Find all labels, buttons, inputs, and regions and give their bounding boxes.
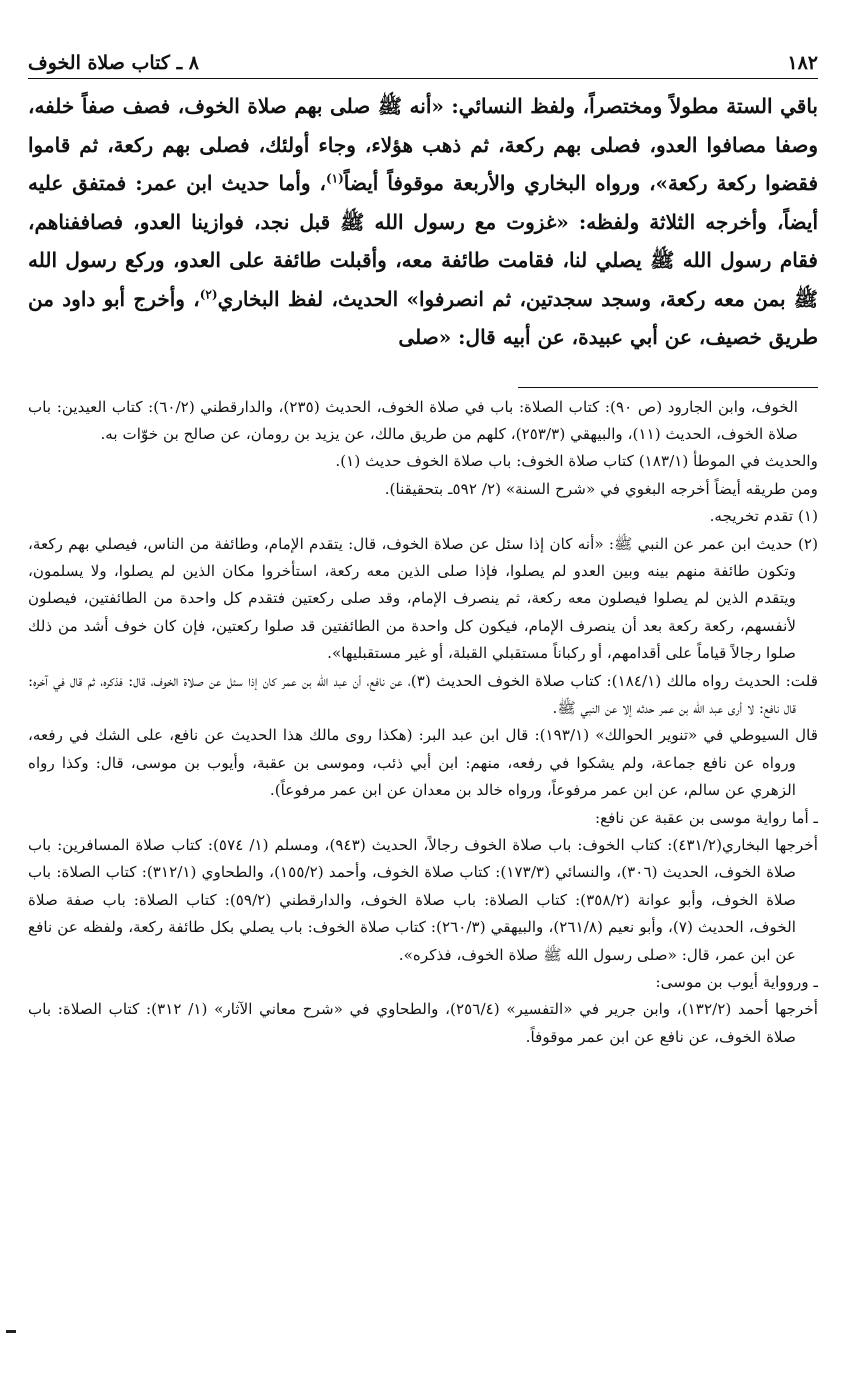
footnote-carry: الخوف، وابن الجارود (ص ٩٠): كتاب الصلاة: باب في صلاة الخوف، الحديث (٢٣٥)، والدارقطني (٦٠/٢): كتاب العيدين: باب صلاة الخوف، الحديث (١١)، والبيهقي (٢٥٣/٣)، كلهم من طريق مالك، عن يزيد بن رومان، عن صالح بن خوّات به.	[28, 397, 798, 443]
main-text	[28, 87, 818, 357]
main-line: ، وأما حديث	[221, 171, 326, 195]
footnote-2: (٢) حديث ابن عمر عن النبي ﷺ: «أنه كان إذا سئل عن صلاة الخوف، قال: يتقدم الإمام، وطائفة من الناس، فيصلي بهم ركعة، وتكون طائفة منهم بينه وبين العدو لم يصلوا، فإذا صلى الذين معه ركعة، استأخروا مكان الذين لم يصلوا، ولا يسلمون، ويتقدم الذين لم يصلوا فيصلون معه ركعة، ثم ينصرف الإمام، وقد صلى ركعتين فتقدم كل واحدة من الطائفتين، فيصلون لأنفسهم، ركعة ركعة بعد أن ينصرف الإمام، فيكون كل واحدة من الطائفتين قد صلوا ركعتين، فإن كان خوف أشد من ذلك صلوا رجالاً قياماً على أقدامهم، أو ركباناً مستقبلي القبلة، أو غير مستقبليها».	[28, 534, 818, 663]
main-line: لفظ البخاري	[217, 286, 324, 311]
footnote-paragraph: قلت: الحديث رواه مالك (١٨٤/١): كتاب صلاة الخوف الحديث (٣)، عن نافع، أن عبد الله بن عمر كان إذا سئل عن صلاة الخوف، قال: فذكره، ثم قال في آخره: قال نافع: لا أرى عبد الله بن عمر حدثه إلا عن النبي ﷺ.	[28, 671, 819, 717]
page-header	[28, 52, 818, 76]
main-line: ركعة، ثم قاموا فقضوا ركعة ركعة»، ورواه البخاري والأربعة موقوفاً أيضاً	[28, 132, 819, 195]
footnote-1: (١) تقدم تخريجه.	[709, 507, 818, 526]
main-line: على العدو، وركع رسول الله ﷺ بمن معه ركعة، وسجد سجدتين، ثم انصرفوا» الحديث،	[28, 248, 819, 311]
footnote-ref: (٢)	[199, 286, 218, 301]
footnote-subheading: ـ وروواية أيوب بن موسى:	[655, 973, 818, 992]
footnote-paragraph: أخرجها أحمد (١٣٢/٢)، وابن جرير في «التفسير» (٢٥٦/٤)، والطحاوي في «شرح معاني الآثار» (١/ ٣١٢): كتاب الصلاة: باب صلاة الخوف، عن نافع عن ابن عمر موقوفاً.	[28, 1000, 819, 1046]
footnotes	[28, 394, 818, 1052]
main-line: ، وأخرج أبو داود من طريق خصيف، عن أبي عبيدة، عن أبيه قال: «صلى	[28, 286, 818, 349]
page-number: ١٨٢	[787, 52, 818, 74]
footnote-subheading: ـ أما رواية موسى بن عقبة عن نافع:	[594, 808, 818, 827]
footnote-paragraph: قال السيوطي في «تنوير الحوالك» (١٩٣/١): قال ابن عبد البر: (هكذا روى مالك هذا الحديث عن نافع، على الشك في رفعه، ورواه عن نافع جماعة، ولم يشكوا في رفعه، منهم: ابن أبي ذئب، وموسى بن عقبة، وأيوب بن موسى، قال: وكذا رواه الزهري عن سالم، عن ابن عمر مرفوعاً، ورواه خالد بن معدان عن ابن عمر مرفوعاً).	[28, 726, 818, 800]
footnote-separator	[518, 387, 818, 388]
main-line: فوازينا العدو، فصاففناهم، فقام رسول الله ﷺ يصلي لنا، فقامت طائفة معه، وأقبلت طائفة	[28, 209, 818, 272]
main-line: خلفه، وصفا مصافوا العدو، فصلى بهم ركعة، ثم ذهب هؤلاء، وجاء أولئك، فصلى بهم	[28, 94, 818, 157]
scan-edge-mark	[6, 1330, 16, 1333]
footnote-paragraph: أخرجها البخاري(٤٣١/٢): كتاب الخوف: باب صلاة الخوف رجالاً، الحديث (٩٤٣)، ومسلم (١/ ٥٧٤): كتاب صلاة المسافرين: باب صلاة الخوف، الحديث (٣٠٦)، والنسائي (١٧٣/٣): كتاب صلاة الخوف، وأحمد (١٥٥/٢)، والطحاوي (٣١٢/١): كتاب الصلاة: باب صلاة الخوف، وأبو عوانة (٣٥٨/٢): كتاب الصلاة: باب صلاة الخوف، والدارقطني (٥٩/٢): كتاب الصلاة: باب صفة صلاة الخوف، الحديث (٧)، وأبو نعيم (٢٦١/٨)، والبيهقي (٢٦٠/٣): كتاب صلاة الخوف: باب يصلي بكل طائفة ركعة، ولفظه عن نافع عن ابن عمر، قال: «صلى رسول الله ﷺ صلاة الخوف، فذكره».	[28, 836, 818, 964]
chapter-title: ٨ ـ كتاب صلاة الخوف	[28, 52, 199, 74]
book-page	[28, 52, 818, 1051]
footnote-carry: والحديث في الموطأ (١٨٣/١) كتاب صلاة الخوف: باب صلاة الخوف حديث (١).	[335, 452, 818, 471]
footnote-ref: (١)	[325, 171, 344, 186]
main-line: باقي الستة مطولاً ومختصراً، ولفظ النسائي: «أنه ﷺ صلى بهم صلاة الخوف، فصف صفاً	[81, 94, 818, 118]
footnote-carry: ومن طريقه أيضاً أخرجه البغوي في «شرح السنة» (٢/ ٥٩٢ـ بتحقيقنا).	[384, 479, 818, 498]
main-line: ابن عمر: فمتفق عليه أيضاً، وأخرجه الثلاثة ولفظه: «غزوت مع رسول الله ﷺ قبل نجد،	[28, 171, 819, 234]
header-rule	[28, 78, 818, 79]
